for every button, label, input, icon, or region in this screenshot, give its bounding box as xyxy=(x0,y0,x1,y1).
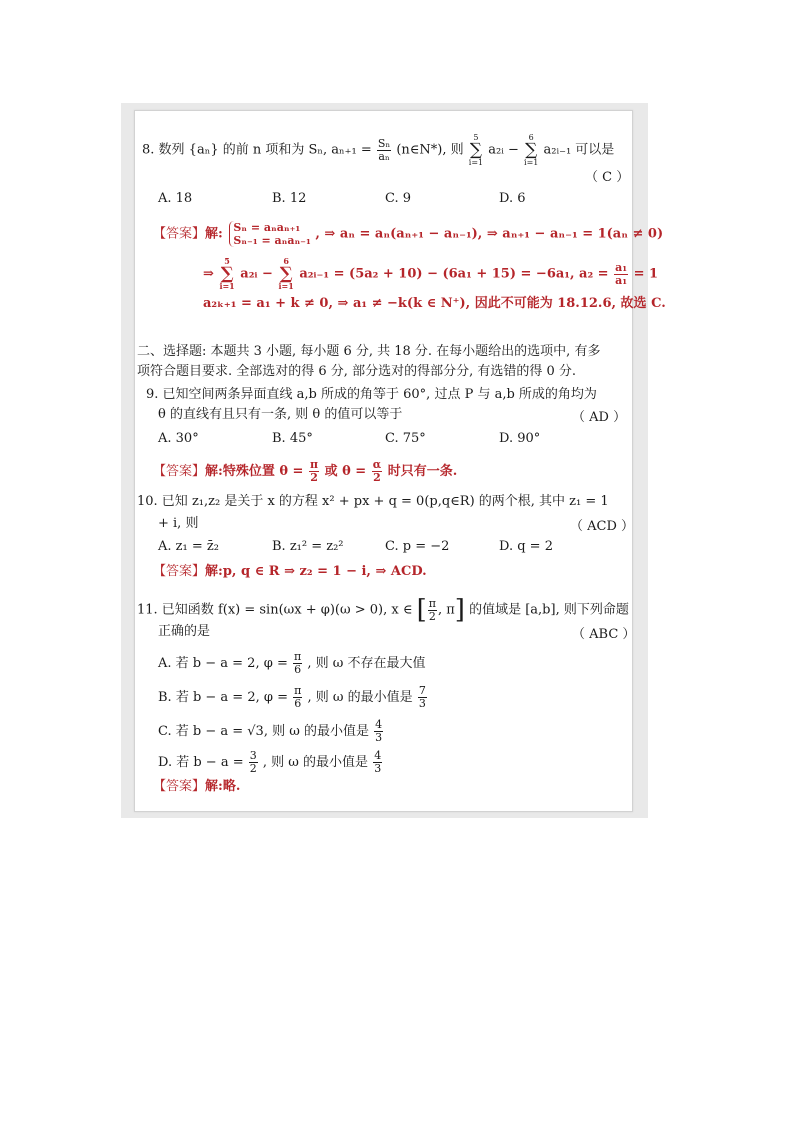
q11-option-c: C. 若 b − a = √3, 则 ω 的最小值是 $\frac{4}{3}$ xyxy=(158,718,383,744)
q11-option-a: A. 若 b − a = 2, φ = $\frac{\pi}{6}$ , 则 ω 不存在最大值 xyxy=(158,650,426,676)
answer-tag: 【答案】 xyxy=(153,464,206,479)
q8-option-c: C. 9 xyxy=(385,191,412,206)
section-2-instructions-line1: 二、选择题: 本题共 3 小题, 每小题 6 分, 共 18 分. 在每小题给出的选项中, 有多 xyxy=(137,344,601,359)
q11-answer: （ ABC ） xyxy=(572,627,636,642)
q8-option-b: B. 12 xyxy=(272,191,307,206)
section-2-instructions-line2: 项符合题目要求. 全部选对的得 6 分, 部分选对的得部分分, 有选错的得 0 分. xyxy=(137,364,576,379)
q10-stem-line2: + i, 则 xyxy=(158,516,199,531)
q9-option-d: D. 90° xyxy=(499,431,541,446)
q8-option-d: D. 6 xyxy=(499,191,526,206)
summation-symbol: 6 ∑ i=1 xyxy=(278,256,294,291)
summation-symbol: 6 ∑ i=1 xyxy=(524,133,539,167)
q9-answer: （ AD ） xyxy=(572,410,627,425)
q9-stem-line2: θ 的直线有且只有一条, 则 θ 的值可以等于 xyxy=(158,407,403,422)
answer-tag: 【答案】 xyxy=(153,779,206,794)
q8-option-a: A. 18 xyxy=(158,191,193,206)
summation-symbol: 5 ∑ i=1 xyxy=(219,256,235,291)
q10-option-d: D. q = 2 xyxy=(499,539,553,554)
q11-solution: 【答案】解:略. xyxy=(153,779,241,794)
q10-option-a: A. z₁ = z̄₂ xyxy=(158,539,219,554)
q9-option-b: B. 45° xyxy=(272,431,313,446)
q11-stem-line1: 11. 已知函数 f(x) = sin(ωx + φ)(ω > 0), x ∈ [ $\frac{\pi}{2}$ , π] 的值域是 [a,b], 则下列命题 xyxy=(137,595,629,625)
q9-option-c: C. 75° xyxy=(385,431,426,446)
q8-answer: （ C ） xyxy=(585,170,630,185)
q9-stem-line1: 9. 已知空间两条异面直线 a,b 所成的角等于 60°, 过点 P 与 a,b 所成的角均为 xyxy=(146,387,597,402)
q8-fraction: $\frac{\text{Sₙ}}{\text{aₙ}}$ xyxy=(377,136,391,163)
equation-system: Sₙ = aₙaₙ₊₁ Sₙ₋₁ = aₙaₙ₋₁ xyxy=(229,221,310,247)
q10-solution: 【答案】解:p, q ∈ R ⇒ z₂ = 1 − i, ⇒ ACD. xyxy=(153,564,427,579)
q10-answer: （ ACD ） xyxy=(570,519,635,534)
q11-option-b: B. 若 b − a = 2, φ = $\frac{\pi}{6}$ , 则 ω 的最小值是 $\frac{7}{3}$ xyxy=(158,684,426,710)
q10-option-b: B. z₁² = z₂² xyxy=(272,539,344,554)
q11-stem-line2: 正确的是 xyxy=(158,624,211,639)
answer-tag: 【答案】 xyxy=(153,226,206,242)
q8-solution-line2: ⇒ 5 ∑ i=1 a₂ᵢ − 6 ∑ i=1 a₂ᵢ₋₁ = (5a₂ + 10) − (6a₁ + 15) = −6a₁, a₂ = $\frac{\text{a₁}}{\text{a₁}}$ = 1 xyxy=(203,256,659,291)
q8-stem-text: 8. 数列 {aₙ} 的前 n 项和为 Sₙ, aₙ₊₁ = xyxy=(142,142,372,158)
q8-stem: 8. 数列 {aₙ} 的前 n 项和为 Sₙ, aₙ₊₁ = $\frac{\text{Sₙ}}{\text{aₙ}}$ (n∈N*), 则 5 ∑ i=1 a₂ᵢ − 6 ∑ i=1 a₂ᵢ₋₁ 可以是 xyxy=(142,133,615,167)
q8-solution-line3: a₂ₖ₊₁ = a₁ + k ≠ 0, ⇒ a₁ ≠ −k(k ∈ N⁺), 因此不可能为 18.12.6, 故选 C. xyxy=(203,296,666,311)
answer-tag: 【答案】 xyxy=(153,564,206,579)
q9-option-a: A. 30° xyxy=(158,431,199,446)
q8-solution-line1: 【答案】解: Sₙ = aₙaₙ₊₁ Sₙ₋₁ = aₙaₙ₋₁ , ⇒ aₙ = aₙ(aₙ₊₁ − aₙ₋₁), ⇒ aₙ₊₁ − aₙ₋₁ = 1(aₙ ≠ 0) xyxy=(153,221,664,247)
q10-option-c: C. p = −2 xyxy=(385,539,450,554)
document-page xyxy=(134,110,666,812)
q10-stem-line1: 10. 已知 z₁,z₂ 是关于 x 的方程 x² + px + q = 0(p,q∈R) 的两个根, 其中 z₁ = 1 xyxy=(137,494,609,509)
q11-option-d: D. 若 b − a = $\frac{3}{2}$ , 则 ω 的最小值是 $\frac{4}{3}$ xyxy=(158,749,382,775)
q9-solution: 【答案】解:特殊位置 θ = $\frac{\pi}{2}$ 或 θ = $\frac{\alpha}{2}$ 时只有一条. xyxy=(153,458,458,484)
summation-symbol: 5 ∑ i=1 xyxy=(468,133,484,167)
